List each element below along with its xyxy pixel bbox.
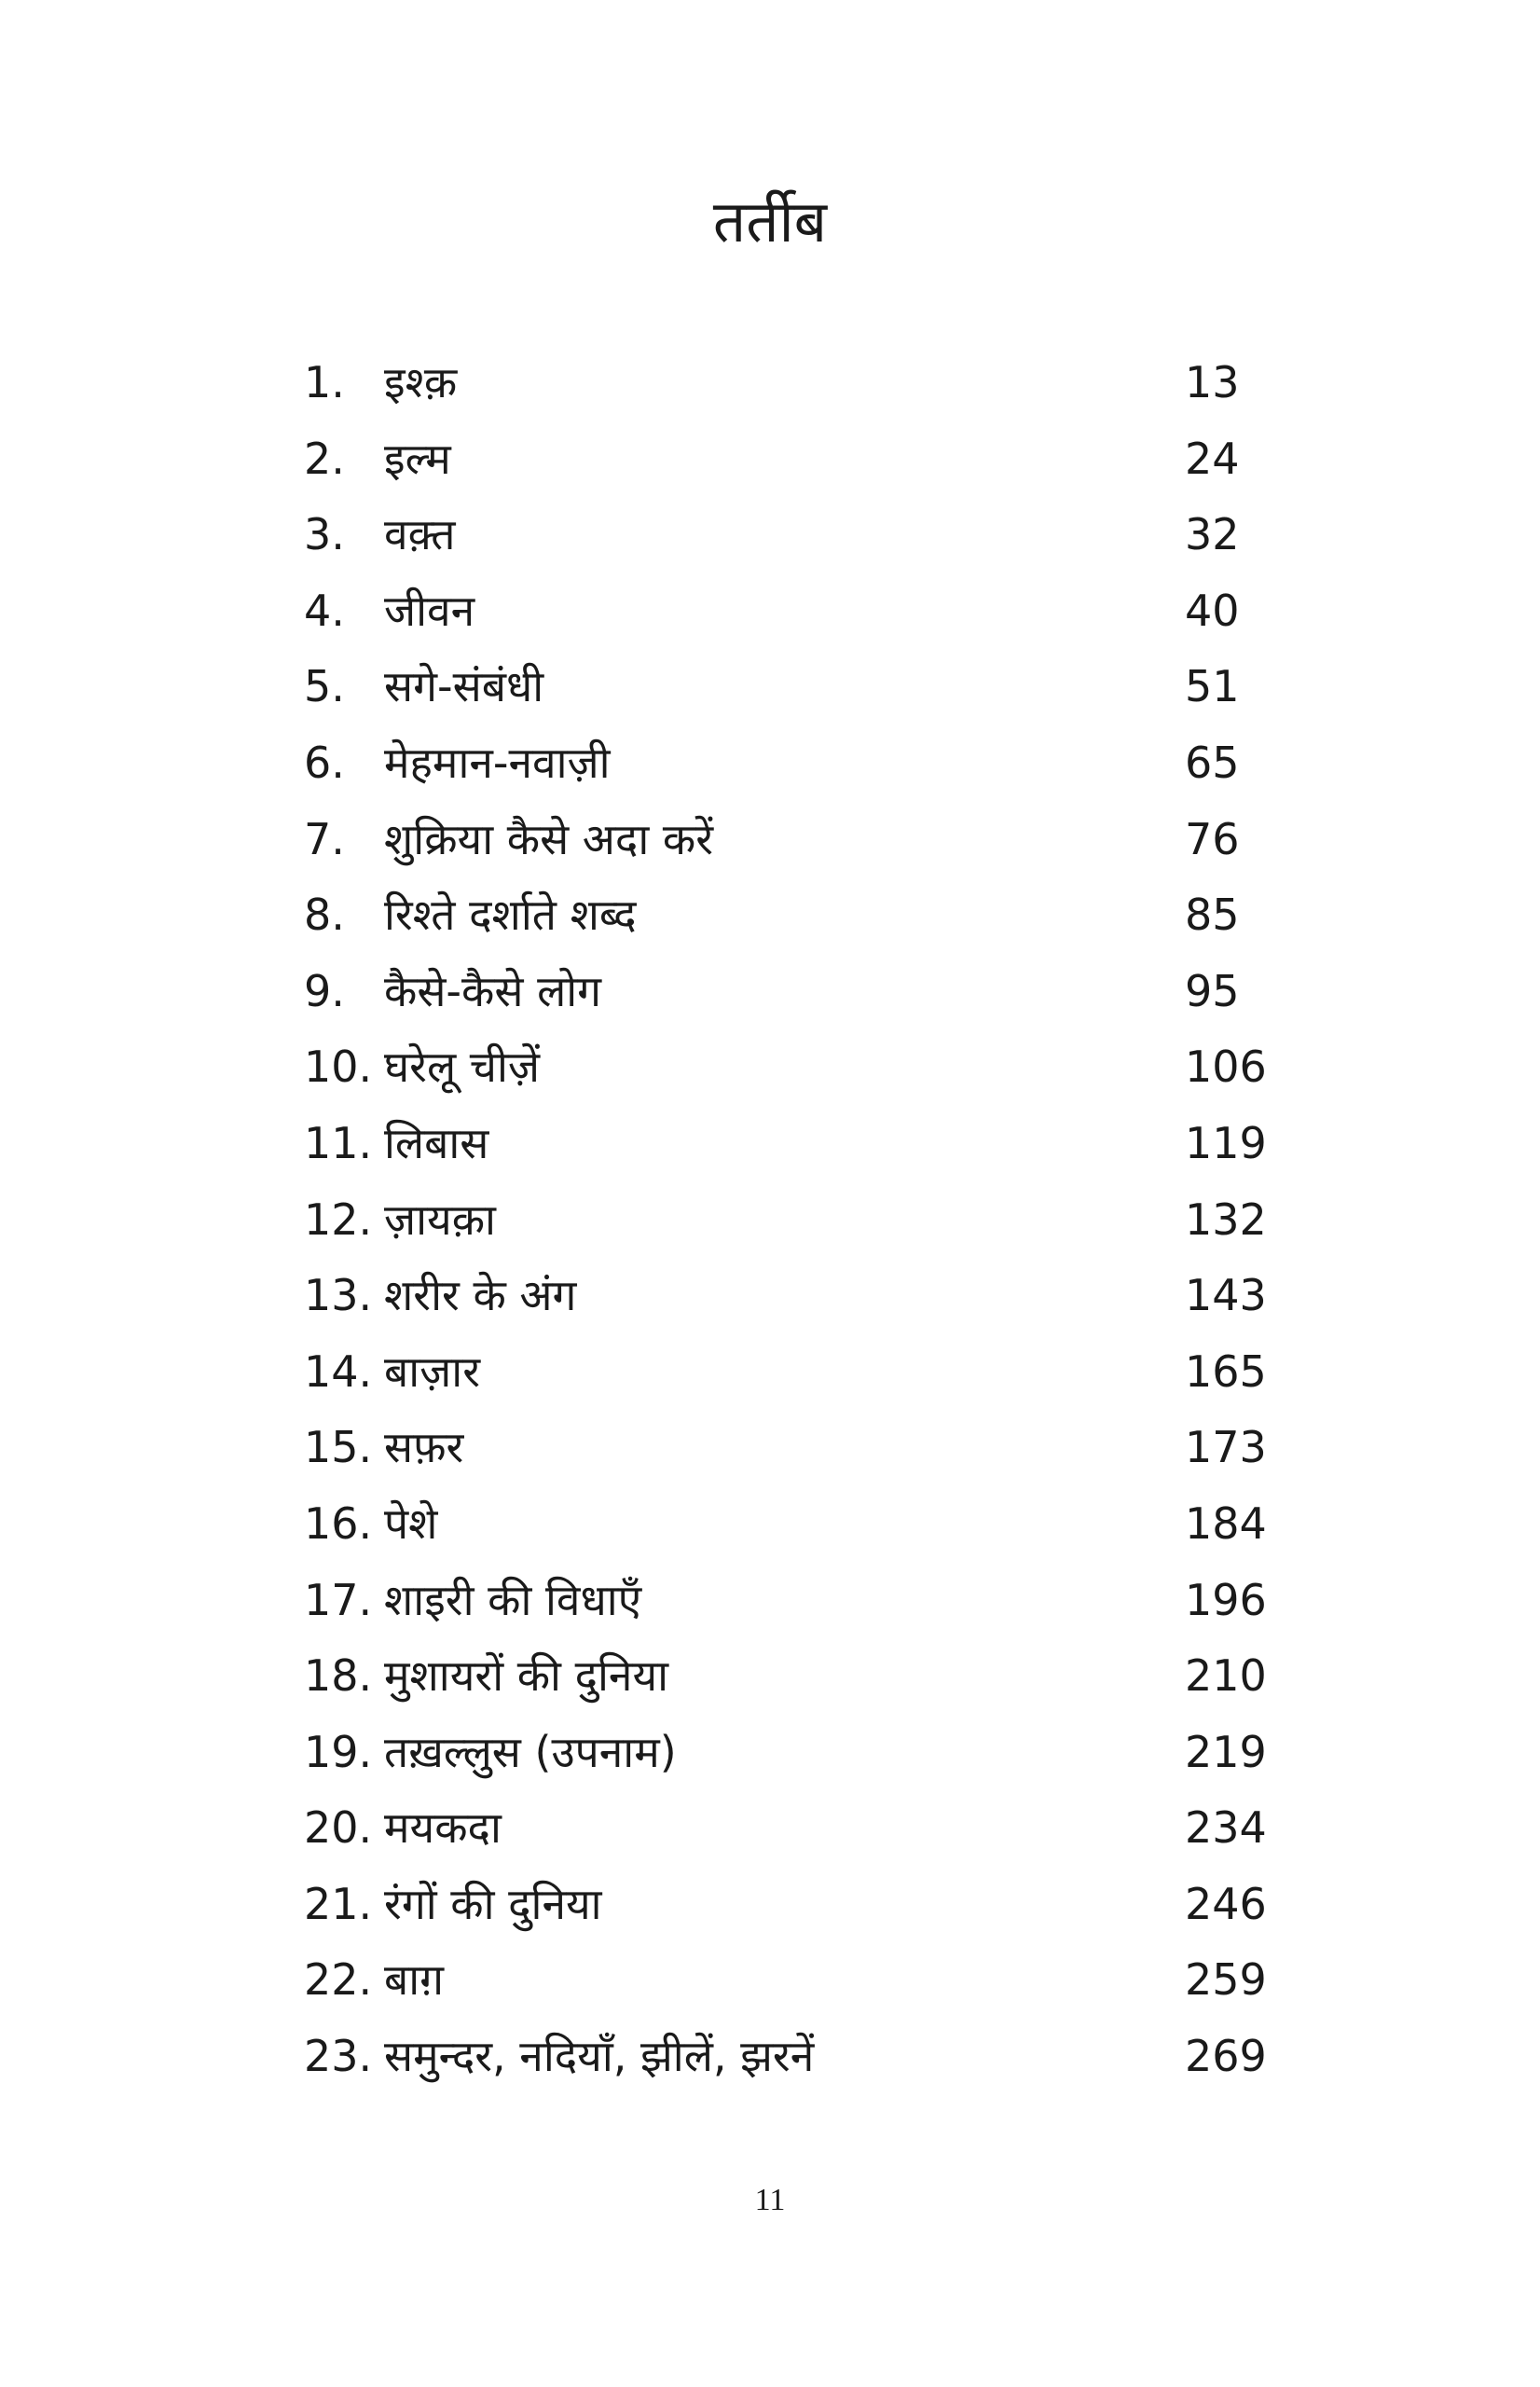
toc-entry-number: 11. <box>304 1117 373 1168</box>
toc-entry <box>304 421 1255 498</box>
toc-entry-number: 10. <box>304 1042 373 1093</box>
toc-entry <box>304 1334 1267 1411</box>
toc-entry-title: शुक्रिया कैसे अदा करें <box>384 813 714 864</box>
toc-entry <box>304 345 1255 421</box>
toc-entry-number: 14. <box>304 1345 373 1397</box>
toc-entry-title: रंगों की दुनिया <box>384 1878 602 1929</box>
toc-entry-page: 24 <box>1185 433 1240 484</box>
toc-entry-title: इश्क़ <box>384 357 458 407</box>
toc-entry-number: 8. <box>304 890 345 941</box>
toc-entry-number: 5. <box>304 661 345 712</box>
toc-entry-page: 76 <box>1185 813 1240 864</box>
toc-entry-page: 259 <box>1185 1954 1267 2006</box>
toc-entry <box>304 725 1255 802</box>
toc-entry-title: मयकदा <box>384 1802 502 1854</box>
toc-entry-title: समुन्दर, नदियाँ, झीलें, झरनें <box>384 2031 815 2082</box>
toc-entry <box>304 1942 1267 2019</box>
toc-entry <box>304 1867 1267 1943</box>
toc-entry-number: 2. <box>304 433 345 484</box>
toc-entry-title: पेशे <box>384 1497 438 1549</box>
toc-entry-page: 269 <box>1185 2031 1267 2082</box>
toc-entry-number: 17. <box>304 1574 373 1625</box>
toc-entry-page: 106 <box>1185 1042 1267 1093</box>
toc-entry-number: 4. <box>304 585 345 636</box>
toc-entry-page: 165 <box>1185 1345 1267 1397</box>
toc-entry-title: शाइरी की विधाएँ <box>384 1574 642 1625</box>
toc-entry-title: वक़्त <box>384 509 456 560</box>
page-title: तर्तीब <box>712 187 828 255</box>
toc-entry-title: कैसे-कैसे लोग <box>384 965 602 1016</box>
toc-entry <box>304 1182 1267 1259</box>
toc-entry-page: 234 <box>1185 1802 1267 1854</box>
toc-entry-title: सगे-संबंधी <box>384 661 544 712</box>
toc-entry <box>304 1410 1267 1486</box>
toc-entry-title: जीवन <box>384 585 475 636</box>
toc-entry-title: सफ़र <box>384 1422 464 1473</box>
toc-entry-title: इल्म <box>384 433 451 484</box>
table-of-contents <box>304 345 1267 2095</box>
toc-entry <box>304 2019 1267 2095</box>
toc-entry-title: बाज़ार <box>384 1345 481 1397</box>
toc-entry-page: 13 <box>1185 357 1240 407</box>
toc-entry <box>304 1029 1267 1106</box>
toc-entry-number: 18. <box>304 1650 373 1702</box>
toc-entry <box>304 1715 1267 1791</box>
toc-entry-page: 143 <box>1185 1270 1267 1321</box>
toc-entry-number: 20. <box>304 1802 373 1854</box>
toc-entry <box>304 1563 1267 1639</box>
toc-entry-number: 6. <box>304 737 345 788</box>
toc-entry-page: 196 <box>1185 1574 1267 1625</box>
toc-entry-number: 21. <box>304 1878 373 1929</box>
toc-entry <box>304 1106 1267 1182</box>
toc-entry-page: 40 <box>1185 585 1240 636</box>
toc-entry <box>304 877 1255 954</box>
toc-entry-title: घरेलू चीज़ें <box>384 1042 541 1093</box>
toc-entry-number: 19. <box>304 1726 373 1777</box>
toc-entry-title: लिबास <box>384 1117 489 1168</box>
toc-entry <box>304 1638 1267 1715</box>
toc-entry-number: 3. <box>304 509 345 560</box>
toc-entry-page: 173 <box>1185 1422 1267 1473</box>
toc-entry-page: 32 <box>1185 509 1240 560</box>
toc-entry-page: 119 <box>1185 1117 1267 1168</box>
toc-entry-number: 13. <box>304 1270 373 1321</box>
toc-entry-page: 246 <box>1185 1878 1267 1929</box>
toc-entry-page: 85 <box>1185 890 1240 941</box>
toc-entry <box>304 573 1255 650</box>
toc-entry <box>304 1258 1267 1334</box>
toc-entry-number: 12. <box>304 1194 373 1245</box>
toc-entry-page: 184 <box>1185 1497 1267 1549</box>
toc-entry <box>304 1790 1267 1867</box>
toc-entry-page: 65 <box>1185 737 1240 788</box>
toc-entry-title: ज़ायक़ा <box>384 1194 496 1245</box>
page-number: 11 <box>754 2183 786 2217</box>
toc-entry-number: 9. <box>304 965 345 1016</box>
toc-entry-title: शरीर के अंग <box>384 1270 577 1321</box>
toc-entry-title: मेहमान-नवाज़ी <box>384 737 611 788</box>
toc-entry-page: 51 <box>1185 661 1240 712</box>
toc-entry-number: 16. <box>304 1497 373 1549</box>
toc-entry <box>304 1486 1267 1563</box>
toc-entry-number: 23. <box>304 2031 373 2082</box>
toc-entry-title: तख़ल्लुस (उपनाम) <box>384 1726 677 1777</box>
toc-entry <box>304 497 1255 573</box>
toc-entry-title: बाग़ <box>384 1954 445 2006</box>
toc-entry-page: 95 <box>1185 965 1240 1016</box>
toc-entry-page: 132 <box>1185 1194 1267 1245</box>
toc-entry <box>304 802 1255 878</box>
toc-entry-title: रिश्ते दर्शाते शब्द <box>384 890 637 941</box>
toc-entry-number: 15. <box>304 1422 373 1473</box>
toc-entry-page: 219 <box>1185 1726 1267 1777</box>
toc-entry-title: मुशायरों की दुनिया <box>384 1650 669 1702</box>
toc-entry-number: 22. <box>304 1954 373 2006</box>
toc-entry-number: 7. <box>304 813 345 864</box>
toc-entry-number: 1. <box>304 357 345 407</box>
toc-entry-page: 210 <box>1185 1650 1267 1702</box>
toc-entry <box>304 649 1255 725</box>
toc-entry <box>304 954 1255 1030</box>
